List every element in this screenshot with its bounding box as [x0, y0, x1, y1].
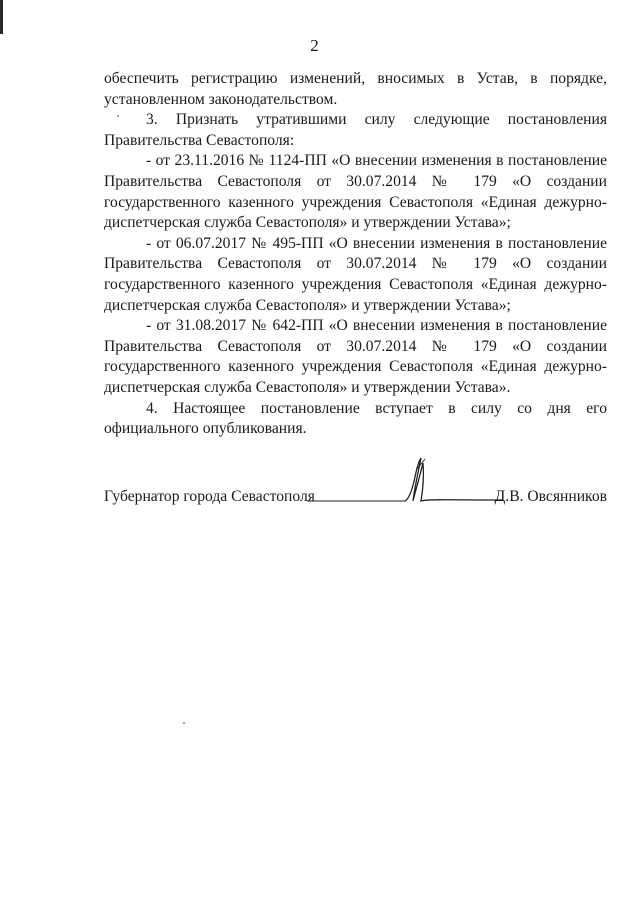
- page-number: 2: [310, 36, 319, 55]
- paragraph-repeal-3: - от 31.08.2017 № 642-ПП «О внесении изменения в постановление Правительства Севастополя от 30.07.2014 № 179 «О создании государственного казенного учреждения Севастополя «Единая дежурно-диспетчерская служба Севастополя» и утверждении Устава».: [104, 317, 607, 396]
- paragraph-item-3: 3. Признать утратившими силу следующие постановления Правительства Севастополя:: [104, 111, 607, 149]
- signatory-position: Губернатор города Севастополя: [104, 488, 315, 505]
- paragraph-repeal-1: - от 23.11.2016 № 1124-ПП «О внесении изменения в постановление Правительства Севастополя от 30.07.2014 № 179 «О создании государственного казенного учреждения Севастополя «Единая дежурно-диспетчерская служба Севастополя» и утверждении Устава»;: [104, 152, 607, 232]
- paragraph-continuation: обеспечить регистрацию изменений, вносимых в Устав, в порядке, установленном законодательством.: [104, 70, 607, 108]
- signatory-name: Д.В. Овсянников: [494, 488, 607, 505]
- scan-speck: [117, 115, 119, 117]
- scan-speck: [183, 722, 185, 724]
- handwritten-signature: [305, 455, 505, 515]
- paragraph-repeal-2: - от 06.07.2017 № 495-ПП «О внесении изменения в постановление Правительства Севастополя от 30.07.2014 № 179 «О создании государственного казенного учреждения Севастополя «Единая дежурно-диспетчерская служба Севастополя» и утверждении Устава»;: [104, 234, 607, 314]
- paragraph-item-4: 4. Настоящее постановление вступает в силу со дня его официального опубликования.: [104, 399, 607, 438]
- scan-edge-mark: [0, 0, 3, 34]
- document-body: [104, 69, 607, 440]
